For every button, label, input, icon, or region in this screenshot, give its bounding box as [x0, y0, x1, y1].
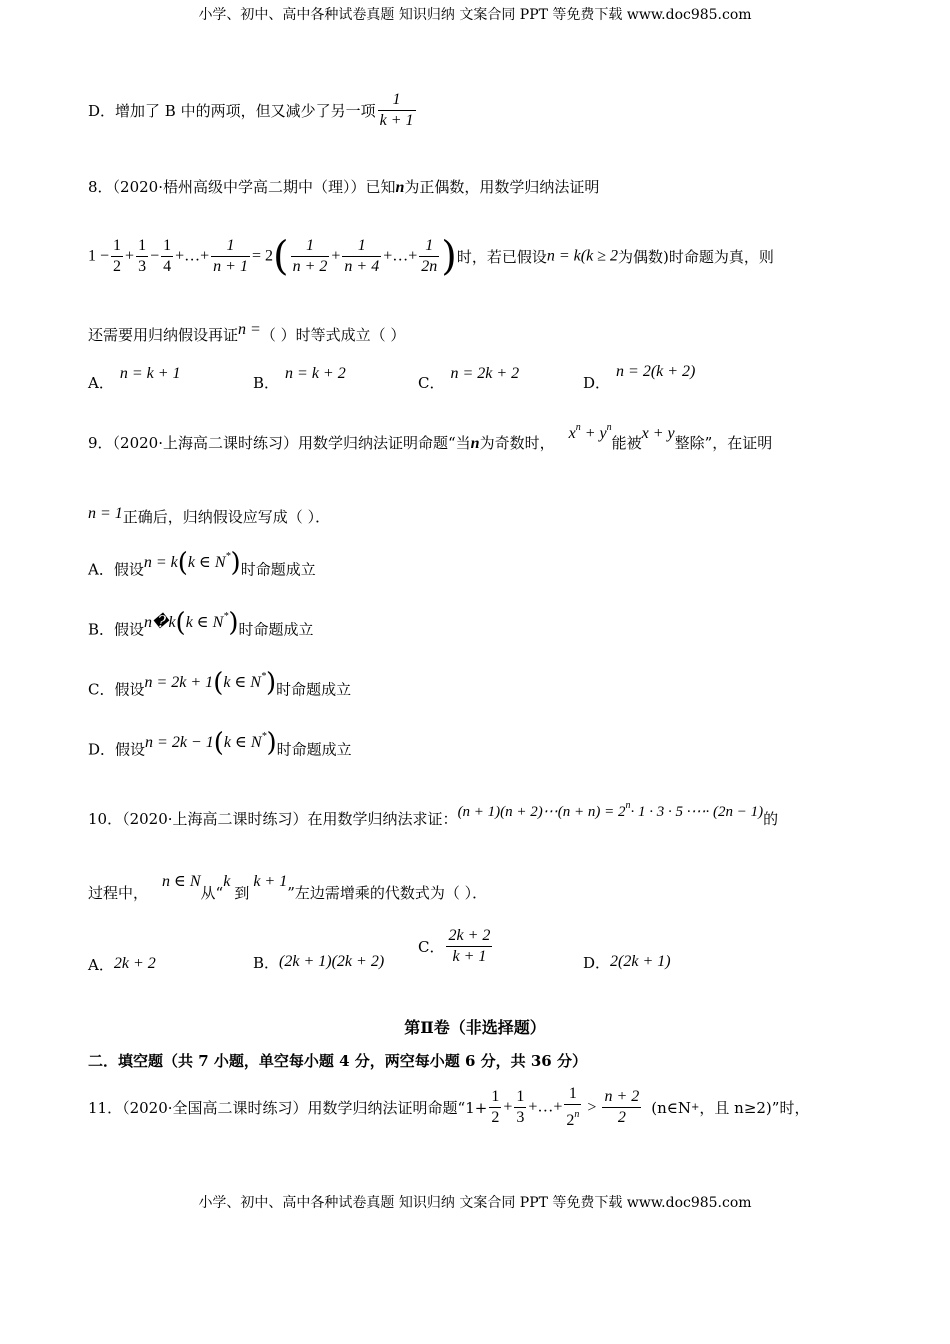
q10-line2-text1: 过程中， — [88, 884, 149, 902]
q10-stem-line1 — [88, 800, 779, 828]
q10-stem-line2 — [88, 870, 488, 902]
part2-title: 第Ⅱ卷（非选择题） — [404, 1018, 546, 1037]
q11-frac2-num: 1 — [514, 1087, 526, 1108]
q8-left-paren: ( — [272, 233, 289, 280]
q10-line2-math3: k + 1 — [253, 873, 288, 890]
q8-frac-half-den: 2 — [113, 258, 122, 275]
q10-option-c-den: k + 1 — [452, 948, 487, 965]
q9-option-b-paren: k ∈ N — [185, 614, 224, 631]
q10-option-b — [253, 952, 384, 973]
q9-option-d-math: n = 2k − 1 — [145, 734, 214, 751]
q9-option-d-star: * — [261, 731, 267, 742]
q10-source: （2020·上海高二课时练习） — [122, 810, 308, 828]
q8-text1: 已知 — [365, 178, 396, 196]
q8-frac-half-num: 1 — [111, 236, 123, 257]
q9-line2-math: n = 1 — [88, 505, 123, 522]
q10-option-c-label: C． — [418, 938, 445, 956]
q8-stem-line3 — [88, 321, 406, 345]
q11-frac3-den: 2 — [566, 1112, 575, 1129]
q11-frac3 — [564, 1084, 581, 1131]
q8-frac-n4 — [342, 236, 381, 277]
q8-minus1: − — [150, 247, 160, 265]
q9-expr1-sup: n — [575, 422, 581, 433]
q7-fraction — [378, 90, 416, 131]
q9-option-a-label: A．假设 — [88, 560, 144, 579]
q7-frac-num: 1 — [378, 90, 416, 111]
q8-option-b — [253, 362, 346, 392]
q8-frac-quarter — [161, 236, 173, 277]
q8-formula-line — [88, 233, 774, 280]
q10-option-b-math: (2k + 1)(2k + 2) — [279, 953, 385, 970]
q9-option-c-math: n = 2k + 1 — [144, 674, 214, 691]
q8-assume-text: 为偶数)时命题为真，则 — [617, 248, 774, 266]
q9-option-a-rparen: ) — [230, 548, 241, 578]
q7-option-d-text: 增加了 B 中的两项，但又减少了另一项 — [115, 102, 376, 120]
q11-frac2-den: 3 — [516, 1109, 525, 1126]
q10-formula-sup: n — [625, 800, 631, 811]
q8-option-d-label: D． — [583, 374, 611, 392]
q9-option-b-label: B．假设 — [88, 620, 145, 639]
q7-option-d — [88, 90, 418, 131]
q9-expr1 — [568, 422, 612, 442]
q10-option-a-label: A． — [88, 956, 114, 974]
q8-frac-third-num: 1 — [136, 236, 148, 257]
q10-formula-tail: · 1 · 3 · 5 ·⋯· (2n − 1) — [630, 804, 764, 820]
q8-line3-text2: （ ）时等式成立（ ） — [260, 326, 406, 344]
q8-stem-line1 — [88, 176, 599, 197]
q8-frac-n2-den: n + 2 — [292, 258, 328, 275]
q11-cond-tail: ，且 n≥2)”时， — [699, 1099, 810, 1117]
q8-frac-2n-num: 1 — [419, 236, 439, 257]
q8-frac-third-den: 3 — [138, 258, 147, 275]
q11-cond-sub: + — [691, 1102, 700, 1113]
q8-option-b-math: n = k + 2 — [285, 365, 346, 382]
q10-option-c — [418, 926, 494, 967]
q9-option-b-math: n�k — [144, 614, 176, 631]
q9-option-b-lparen: ( — [175, 608, 186, 638]
q9-n: n — [470, 435, 480, 452]
q10-number: 10． — [88, 810, 123, 828]
q11-source: （2020·全国高二课时练习） — [122, 1099, 308, 1117]
q9-option-b-rparen: ) — [228, 608, 239, 638]
q10-formula-main: (n + 1)(n + 2)⋯(n + n) = 2 — [457, 804, 626, 820]
q9-option-a-paren: k ∈ N — [187, 554, 226, 571]
q8-frac-third — [136, 236, 148, 277]
q11-frac1-den: 2 — [491, 1109, 500, 1126]
q11-frac1 — [489, 1087, 501, 1128]
q9-source: （2020·上海高二课时练习） — [112, 434, 298, 452]
q11-gt: > — [587, 1098, 597, 1116]
q8-option-c-math: n = 2k + 2 — [450, 365, 520, 382]
q8-frac-2n-den: 2n — [421, 258, 438, 275]
q8-plus2: + — [331, 247, 341, 265]
q8-frac-half — [111, 236, 123, 277]
q9-text3: 能被 — [611, 434, 642, 452]
q8-after-formula: 时，若已假设 — [456, 248, 547, 266]
q9-option-c-star: * — [260, 671, 266, 682]
q8-number: 8． — [88, 178, 113, 196]
q10-option-d-label: D． — [583, 954, 611, 972]
q8-option-a — [88, 362, 181, 392]
q9-option-a-tail: 时命题成立 — [240, 560, 316, 579]
q11-frac4-num: n + 2 — [602, 1087, 641, 1108]
q11-frac3-den-sup: n — [574, 1109, 580, 1120]
q11-frac3-num: 1 — [564, 1084, 581, 1105]
q10-line2-math2: k — [223, 873, 231, 890]
q7-option-d-label: D． — [88, 102, 116, 120]
q9-option-d-lparen: ( — [213, 728, 224, 758]
q11-number: 11． — [88, 1099, 123, 1117]
q9-option-c — [88, 668, 352, 702]
q8-plus1: + — [125, 247, 135, 265]
q7-frac-den: k + 1 — [379, 112, 414, 129]
q11-frac4 — [602, 1087, 641, 1128]
q9-expr1-sup2: n — [606, 422, 612, 433]
q10-option-b-label: B． — [253, 954, 280, 972]
q9-option-b-star: * — [223, 611, 229, 622]
q9-option-c-label: C．假设 — [88, 680, 145, 699]
q10-option-a-math: 2k + 2 — [113, 955, 156, 972]
q9-option-a-math: n = k — [143, 554, 178, 571]
q10-line2-text3: 到 — [234, 884, 250, 902]
q9-option-d-tail: 时命题成立 — [276, 740, 352, 759]
page-header: 小学、初中、高中各种试卷真题 知识归纳 文案合同 PPT 等免费下载 www.doc985.com — [198, 7, 752, 23]
q8-dots1: +…+ — [175, 247, 210, 265]
q9-option-b — [88, 608, 314, 642]
q8-eq2: = 2 — [251, 247, 273, 265]
q8-frac-n4-den: n + 4 — [344, 258, 380, 275]
q8-n: n — [395, 179, 405, 196]
q8-line3-text1: 还需要用归纳假设再证 — [88, 326, 239, 344]
q10-line2-text4: ”左边需增乘的代数式为（ ）． — [287, 884, 488, 902]
q10-line2-text2: 从“ — [200, 884, 224, 902]
q9-option-d-rparen: ) — [266, 728, 277, 758]
q9-text4: 整除”，在证明 — [674, 434, 773, 452]
q9-stem-line2 — [88, 506, 330, 527]
q9-number: 9． — [88, 434, 113, 452]
q10-line2-math1: n ∈ N — [162, 873, 201, 890]
q9-option-d-label: D．假设 — [88, 740, 146, 759]
q10-text2: 的 — [763, 810, 779, 828]
q8-frac-quarter-den: 4 — [163, 258, 172, 275]
q9-expr1-plus: + y — [584, 425, 607, 442]
q8-frac-n1-den: n + 1 — [213, 258, 248, 275]
q11-frac2 — [514, 1087, 526, 1128]
q9-text1: 用数学归纳法证明命题“当 — [298, 434, 471, 452]
q9-text2: 为奇数时， — [479, 434, 555, 452]
q8-frac-n4-num: 1 — [342, 236, 381, 257]
q10-text1: 在用数学归纳法求证： — [307, 810, 458, 828]
q9-stem-line1 — [88, 422, 773, 452]
q9-expr1-x: x — [568, 425, 576, 442]
q8-frac-n2 — [291, 236, 330, 277]
q8-option-c — [418, 362, 520, 392]
q9-option-a-star: * — [225, 551, 231, 562]
q8-frac-quarter-num: 1 — [161, 236, 173, 257]
q11-frac4-den: 2 — [617, 1109, 626, 1126]
q9-option-d — [88, 728, 352, 762]
q9-option-d-paren: k ∈ N — [223, 734, 262, 751]
q10-option-c-frac — [446, 926, 492, 967]
page-footer: 小学、初中、高中各种试卷真题 知识归纳 文案合同 PPT 等免费下载 www.doc985.com — [198, 1195, 752, 1211]
q11-frac1-num: 1 — [489, 1087, 501, 1108]
part2-section-heading: 二．填空题（共 7 小题，单空每小题 4 分，两空每小题 6 分，共 36 分） — [88, 1052, 587, 1070]
q8-right-paren: ) — [441, 233, 457, 280]
q8-text2: 为正偶数，用数学归纳法证明 — [404, 178, 600, 196]
q9-option-c-paren: k ∈ N — [223, 674, 261, 691]
q11-plus: + — [503, 1098, 513, 1116]
q8-frac-2n — [419, 236, 439, 277]
q9-option-c-lparen: ( — [213, 668, 224, 698]
q8-source: （2020·梧州高级中学高二期中（理）） — [112, 178, 366, 196]
q10-option-d-math: 2(2k + 1) — [610, 953, 671, 970]
q8-frac-n1-num: 1 — [211, 236, 250, 257]
q8-assume-math: n = k(k ≥ 2 — [546, 247, 618, 265]
q8-option-b-label: B． — [253, 374, 280, 392]
q11-cond: (n∈N — [651, 1098, 691, 1117]
q8-option-d-math: n = 2(k + 2) — [616, 363, 696, 380]
q9-expr2: x + y — [641, 425, 675, 442]
q8-option-c-label: C． — [418, 374, 445, 392]
q9-option-a — [88, 548, 316, 582]
q10-formula — [457, 800, 764, 820]
q10-option-c-num: 2k + 2 — [446, 926, 492, 947]
q9-option-c-tail: 时命题成立 — [276, 680, 352, 699]
q10-option-a — [88, 954, 156, 975]
q9-option-b-tail: 时命题成立 — [238, 620, 314, 639]
q8-option-a-label: A． — [88, 374, 114, 392]
q9-line2-text: 正确后，归纳假设应写成（ ）． — [122, 508, 331, 526]
q8-line3-math: n = — [238, 321, 261, 338]
q9-option-a-lparen: ( — [177, 548, 188, 578]
q8-dots2: +…+ — [383, 247, 418, 265]
q11-text1: 用数学归纳法证明命题“1+ — [307, 1099, 488, 1117]
q8-option-a-math: n = k + 1 — [119, 365, 181, 382]
q9-option-c-rparen: ) — [265, 668, 277, 698]
q11-stem-line1 — [88, 1084, 809, 1131]
q8-option-d — [583, 360, 696, 392]
q10-option-d — [583, 952, 671, 973]
q8-frac-n2-num: 1 — [291, 236, 330, 257]
q8-formula-start: 1 − — [88, 247, 110, 265]
q8-frac-n1 — [211, 236, 250, 277]
q11-dots: +…+ — [528, 1098, 563, 1116]
